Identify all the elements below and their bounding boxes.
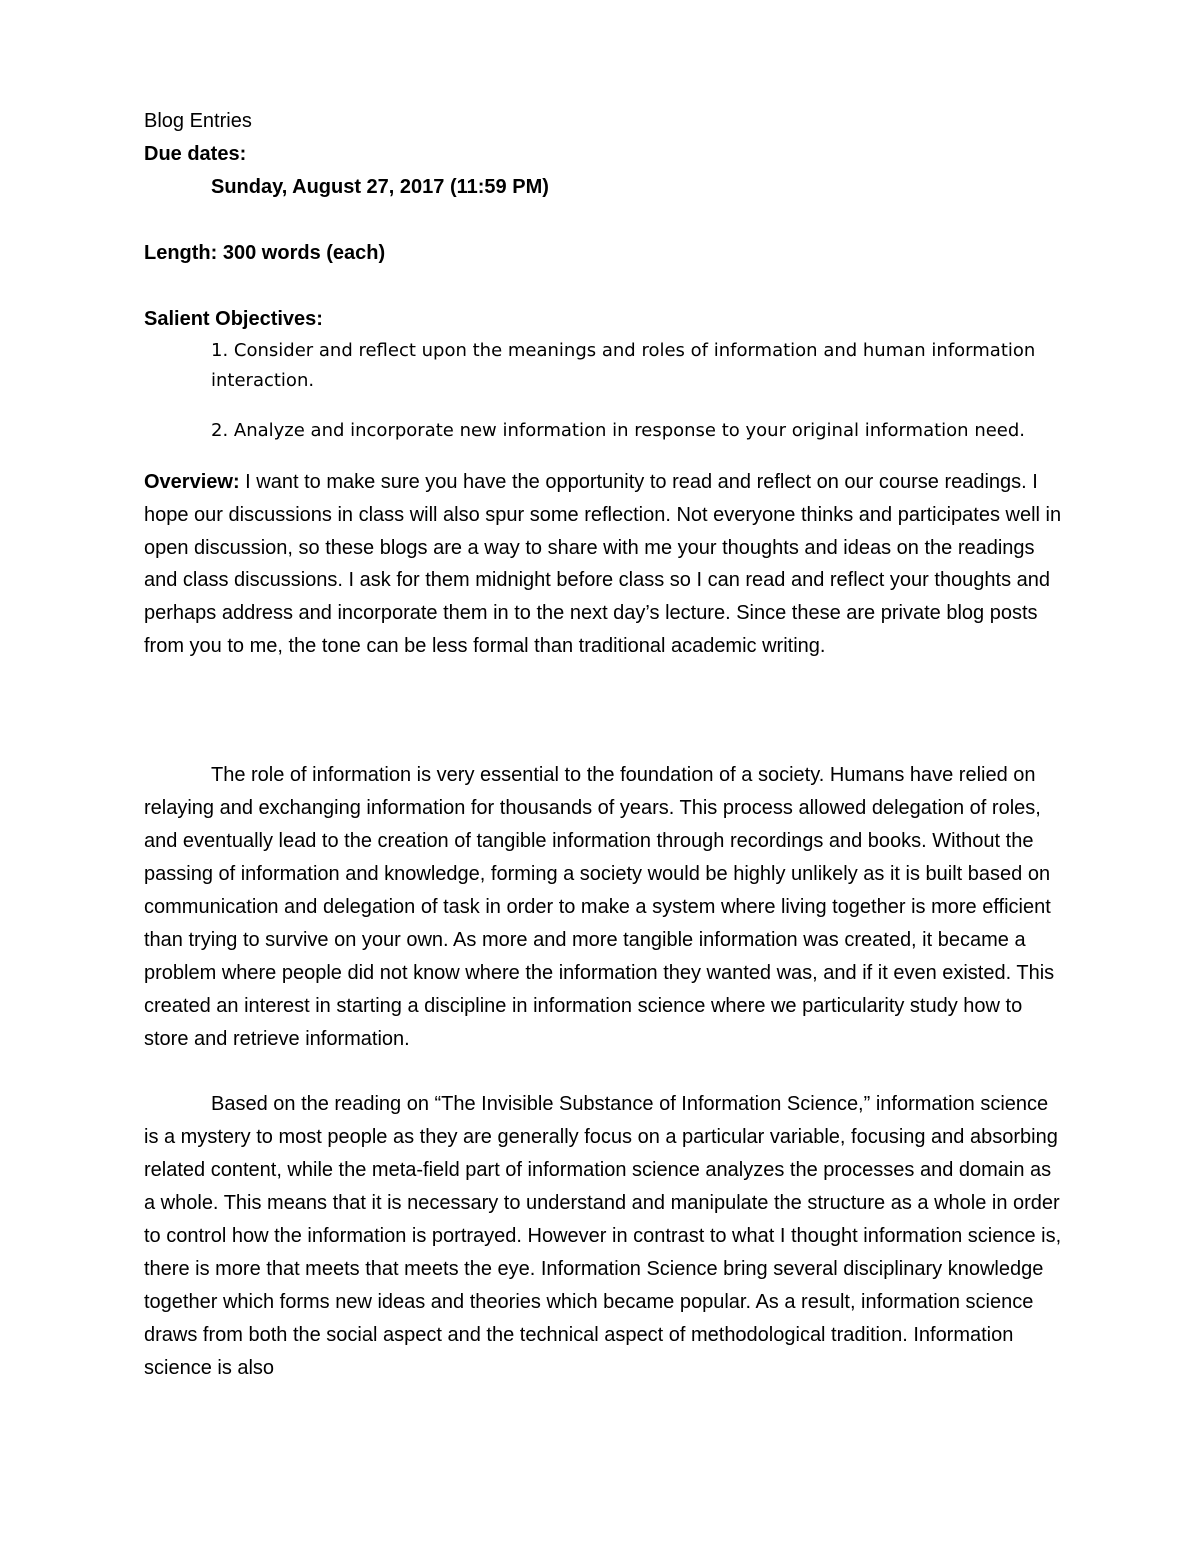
due-date: Sunday, August 27, 2017 (11:59 PM)	[211, 176, 549, 198]
overview-paragraph	[144, 466, 1064, 663]
essay-paragraph: The role of information is very essential to the foundation of a society. Humans have relied on relaying and exchanging information for thousands of years. This process allowed delegation of roles, and eventually lead to the creation of tangible information through recordings and books. Without the passing of information and knowledge, forming a society would be highly unlikely as it is built based on communication and delegation of task in order to make a system where living together is more efficient than trying to survive on your own. As more and more tangible information was created, it became a problem where people did not know where the information they wanted was, and if it even existed. This created an interest in starting a discipline in information science where we particularity study how to store and retrieve information.	[144, 764, 1055, 1050]
essay-paragraph: Based on the reading on “The Invisible Substance of Information Science,” information science is a mystery to most people as they are generally focus on a particular variable, focusing and absorbing related content, while the meta-field part of information science analyzes the processes and domain as a whole. This means that it is necessary to understand and manipulate the structure as a whole in order to control how the information is portrayed. However in contrast to what I thought information science is, there is more that meets that meets the eye. Information Science bring several disciplinary knowledge together which forms new ideas and theories which became popular. As a result, information science draws from both the social aspect and the technical aspect of methodological tradition. Information science is also	[144, 1093, 1062, 1379]
objective-item: 2. Analyze and incorporate new information in response to your original information need.	[211, 420, 1026, 441]
overview-label: Overview:	[144, 471, 240, 493]
overview-text: I want to make sure you have the opportunity to read and reflect on our course readings. I hope our discussions in class will also spur some reflection. Not everyone thinks and participates well in open discussion, so these blogs are a way to share with me your thoughts and ideas on the readings and class discussions. I ask for them midnight before class so I can read and reflect your thoughts and perhaps address and incorporate them in to the next day’s lecture. Since these are private blog posts from you to me, the tone can be less formal than traditional academic writing.	[144, 471, 1062, 657]
objectives-heading: Salient Objectives:	[144, 308, 323, 330]
length-line: Length: 300 words (each)	[144, 242, 386, 264]
document-title: Blog Entries	[144, 110, 252, 132]
due-dates-label: Due dates:	[144, 143, 247, 165]
objective-item: 1. Consider and reflect upon the meanings and roles of information and human information interaction.	[211, 340, 1036, 391]
